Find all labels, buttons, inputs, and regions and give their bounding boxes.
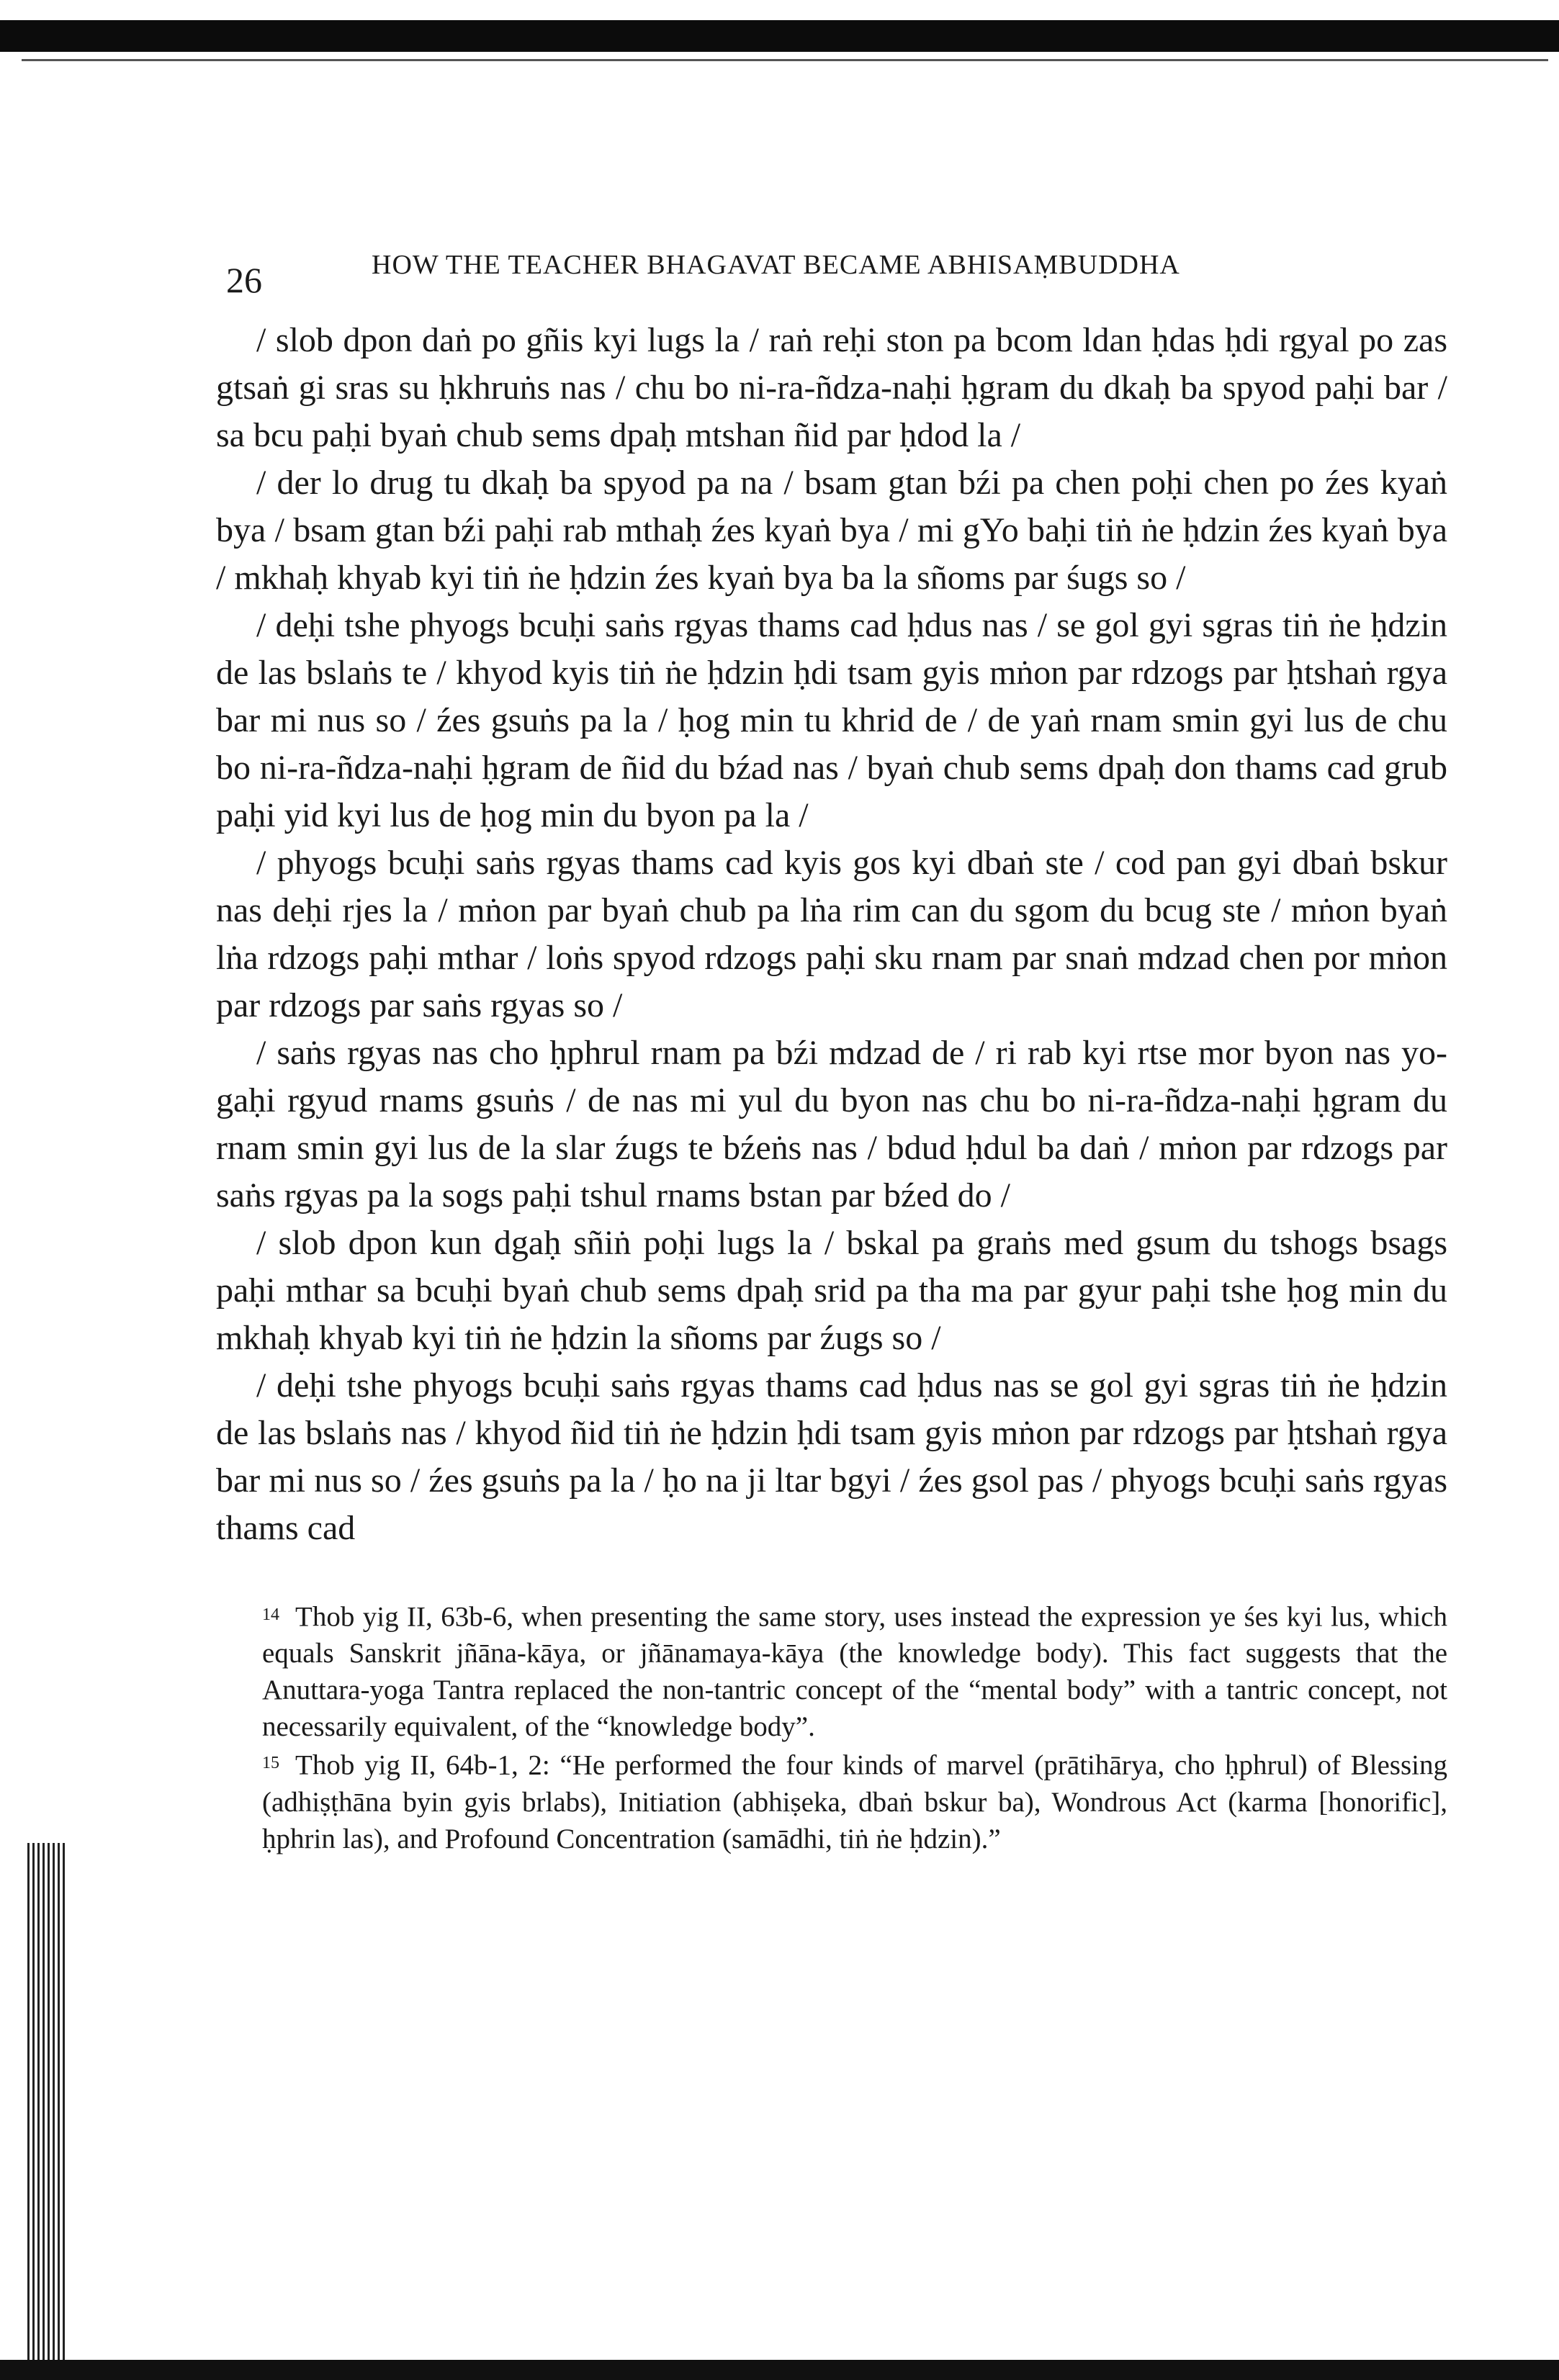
scan-bottom-edge-bar <box>0 2360 1559 2380</box>
page-header <box>216 230 1447 317</box>
scan-binding-edge <box>27 1843 65 2380</box>
book-page <box>216 230 1447 1857</box>
footnote-text: Thob yig II, 64b-1, 2: “He performed the four kinds of marvel (prātihārya, cho ḥphrul) of Blessing (adhiṣṭhāna byin gyis brlabs), Initiation (abhiṣeka, dbaṅ bskur ba), Wondrous Act (karma [honorific], ḥphrin las), and Profound Concentration (samādhi, tiṅ ṅe ḥdzin).” <box>262 1749 1447 1854</box>
paragraph: / slob dpon daṅ po gñis kyi lugs la / raṅ reḥi ston pa bcom ldan ḥdas ḥdi rgyal po zas gtsaṅ gi sras su ḥkhruṅs nas / chu bo ni-ra-ñdza-naḥi ḥgram du dkaḥ ba spyod paḥi bar / sa bcu paḥi byaṅ chub sems dpaḥ mtshan ñid par ḥdod la / <box>216 321 1447 454</box>
tibetan-transliteration-body <box>216 317 1447 1552</box>
scan-top-rule <box>22 59 1548 61</box>
paragraph: / phyogs bcuḥi saṅs rgyas thams cad kyis gos kyi dbaṅ ste / cod pan gyi dbaṅ bskur nas deḥi rjes la / mṅon par byaṅ chub pa lṅa rim can du sgom du bcug ste / mṅon byaṅ lṅa rdzogs paḥi mthar / loṅs spyod rdzogs paḥi sku rnam par snaṅ mdzad chen por mṅon par rdzogs par saṅs rgyas so / <box>216 844 1447 1024</box>
footnote-number: 14 <box>262 1605 279 1624</box>
paragraph: / slob dpon kun dgaḥ sñiṅ poḥi lugs la / bskal pa graṅs med gsum du tshogs bsags paḥi mthar sa bcuḥi byaṅ chub sems dpaḥ srid pa tha ma par gyur paḥi tshe ḥog min du mkhaḥ khyab kyi tiṅ ṅe ḥdzin la sñoms par źugs so / <box>216 1224 1447 1357</box>
running-head: HOW THE TEACHER BHAGAVAT BECAME ABHISAṂBUDDHA <box>372 250 1180 280</box>
paragraph: / deḥi tshe phyogs bcuḥi saṅs rgyas thams cad ḥdus nas se gol gyi sgras tiṅ ṅe ḥdzin de las bslaṅs nas / khyod ñid tiṅ ṅe ḥdzin ḥdi tsam gyis mṅon par rdzogs par ḥtshaṅ rgya bar mi nus so / źes gsuṅs pa la / ḥo na ji ltar bgyi / źes gsol pas / phyogs bcuḥi saṅs rgyas thams cad <box>216 1366 1447 1547</box>
footnote <box>262 1597 1447 1745</box>
footnote <box>262 1745 1447 1857</box>
footnote-number: 15 <box>262 1754 279 1773</box>
paragraph: / deḥi tshe phyogs bcuḥi saṅs rgyas thams cad ḥdus nas / se gol gyi sgras tiṅ ṅe ḥdzin de las bslaṅs te / khyod kyis tiṅ ṅe ḥdzin ḥdi tsam gyis mṅon par rdzogs par ḥtshaṅ rgya bar mi nus so / źes gsuṅs pa la / ḥog min tu khrid de / de yaṅ rnam smin gyi lus de chu bo ni-ra-ñdza-naḥi ḥgram de ñid du bźad nas / byaṅ chub sems dpaḥ don thams cad grub paḥi yid kyi lus de ḥog min du byon pa la / <box>216 606 1447 834</box>
footnote-text: Thob yig II, 63b-6, when presenting the same story, uses instead the expression ye śes kyi lus, which equals Sanskrit jñāna-kāya, or jñānamaya-kāya (the knowledge body). This fact suggests that the Anuttara-yoga Tantra replaced the non-tantric concept of the “mental body” with a tantric concept, not necessarily equivalent, of the “knowledge body”. <box>262 1601 1447 1743</box>
paragraph: / saṅs rgyas nas cho ḥphrul rnam pa bźi mdzad de / ri rab kyi rtse mor byon nas yo-gaḥi rgyud rnams gsuṅs / de nas mi yul du byon nas chu bo ni-ra-ñdza-naḥi ḥgram du rnam smin gyi lus de la slar źugs te bźeṅs nas / bdud ḥdul ba daṅ / mṅon par rdzogs par saṅs rgyas pa la sogs paḥi tshul rnams bstan par bźed do / <box>216 1034 1447 1214</box>
page-number: 26 <box>226 260 262 300</box>
scan-top-edge-bar <box>0 20 1559 52</box>
paragraph: / der lo drug tu dkaḥ ba spyod pa na / bsam gtan bźi pa chen poḥi chen po źes kyaṅ bya / bsam gtan bźi paḥi rab mthaḥ źes kyaṅ bya / mi gYo baḥi tiṅ ṅe ḥdzin źes kyaṅ bya / mkhaḥ khyab kyi tiṅ ṅe ḥdzin źes kyaṅ bya ba la sñoms par śugs so / <box>216 464 1447 597</box>
footnotes <box>216 1597 1447 1857</box>
